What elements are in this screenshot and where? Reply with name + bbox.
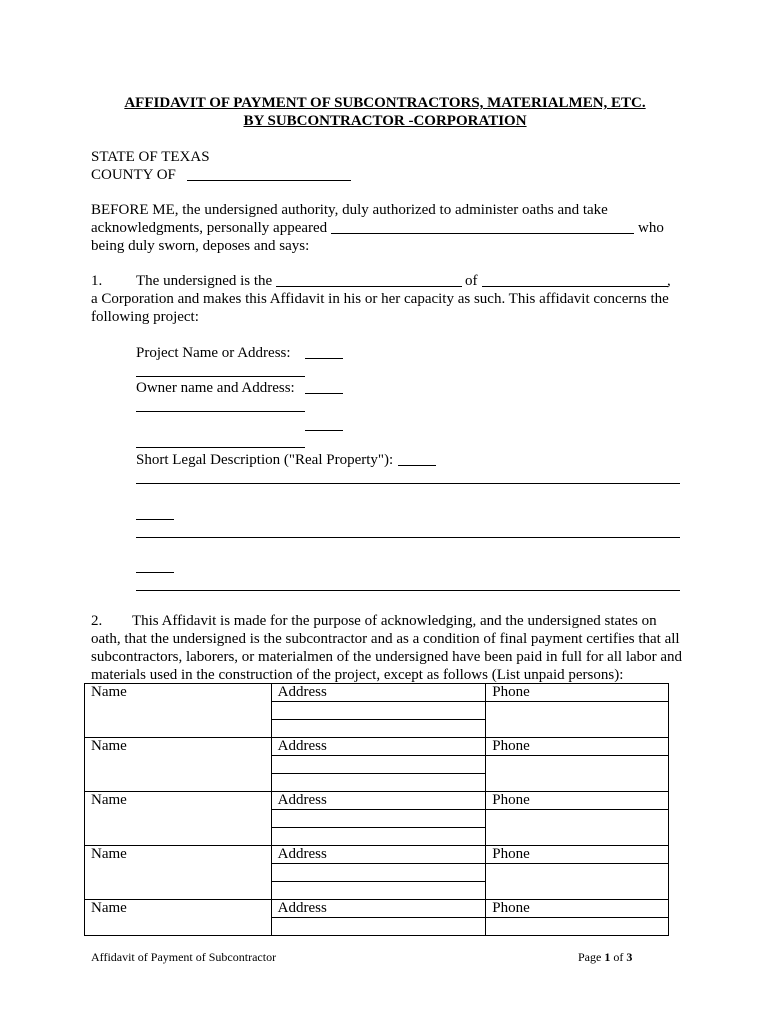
project-field-a[interactable] xyxy=(305,358,343,359)
name-cell[interactable]: Name xyxy=(85,792,272,846)
phone-cell-blank[interactable] xyxy=(486,702,669,738)
intro-who: who xyxy=(638,220,664,236)
footer-page-word: Page xyxy=(578,950,602,964)
phone-cell[interactable]: Phone xyxy=(486,684,669,702)
address-cell-line[interactable] xyxy=(271,882,486,900)
owner-field-a[interactable] xyxy=(305,393,343,394)
owner-field-c[interactable] xyxy=(305,430,343,431)
phone-cell[interactable]: Phone xyxy=(486,846,669,864)
legal-field-e[interactable] xyxy=(136,572,174,573)
footer-page-total: 3 xyxy=(626,950,633,964)
phone-cell-blank[interactable] xyxy=(486,810,669,846)
address-cell-line[interactable] xyxy=(271,756,486,774)
address-cell[interactable]: Address xyxy=(271,684,486,702)
legal-field-d[interactable] xyxy=(136,537,680,538)
section1-text-b: a Corporation and makes this Affidavit in his or her capacity as such. This affidavit concerns the xyxy=(91,291,669,307)
address-cell-line[interactable] xyxy=(271,918,486,936)
section1-text-a: The undersigned is the xyxy=(136,273,273,289)
footer-title: Affidavit of Payment of Subcontractor xyxy=(91,950,277,964)
title-position-field[interactable] xyxy=(276,286,462,287)
address-cell[interactable]: Address xyxy=(271,792,486,810)
intro-line3: being duly sworn, deposes and says: xyxy=(91,238,310,254)
address-cell-line[interactable] xyxy=(271,810,486,828)
owner-field-d[interactable] xyxy=(136,447,305,448)
legal-label: Short Legal Description ("Real Property"): xyxy=(136,452,394,468)
phone-cell[interactable]: Phone xyxy=(486,900,669,918)
address-cell-line[interactable] xyxy=(271,864,486,882)
footer-of-word: of xyxy=(613,950,624,964)
legal-field-a[interactable] xyxy=(398,465,436,466)
corporation-name-field[interactable] xyxy=(482,286,668,287)
name-cell[interactable]: Name xyxy=(85,684,272,738)
unpaid-persons-table xyxy=(84,683,669,936)
phone-cell-blank[interactable] xyxy=(486,918,669,936)
table-row xyxy=(85,846,669,864)
table-row xyxy=(85,684,669,702)
footer-page-number: 1 xyxy=(604,950,611,964)
table-row xyxy=(85,792,669,810)
address-cell-line[interactable] xyxy=(271,702,486,720)
owner-label: Owner name and Address: xyxy=(136,380,295,396)
county-field[interactable] xyxy=(187,180,351,181)
phone-cell[interactable]: Phone xyxy=(486,792,669,810)
project-label: Project Name or Address: xyxy=(136,345,291,361)
section1-comma: , xyxy=(667,273,671,289)
phone-cell[interactable]: Phone xyxy=(486,738,669,756)
address-cell[interactable]: Address xyxy=(271,738,486,756)
table-row xyxy=(85,900,669,918)
name-cell[interactable]: Name xyxy=(85,900,272,936)
county-label: COUNTY OF xyxy=(91,167,176,183)
intro-line1: BEFORE ME, the undersigned authority, duly authorized to administer oaths and take xyxy=(91,202,608,218)
address-cell[interactable]: Address xyxy=(271,846,486,864)
intro-line2: acknowledgments, personally appeared xyxy=(91,220,328,236)
section1-number: 1. xyxy=(91,273,103,289)
section1-text-c: following project: xyxy=(91,309,199,325)
document-title-line2: BY SUBCONTRACTOR -CORPORATION xyxy=(243,113,527,129)
footer-page xyxy=(578,950,632,965)
legal-field-f[interactable] xyxy=(136,590,680,591)
project-field-b[interactable] xyxy=(136,376,305,377)
address-cell-line[interactable] xyxy=(271,774,486,792)
address-cell[interactable]: Address xyxy=(271,900,486,918)
name-cell[interactable]: Name xyxy=(85,846,272,900)
table-row xyxy=(85,738,669,756)
document-title-line1: AFFIDAVIT OF PAYMENT OF SUBCONTRACTORS, MATERIALMEN, ETC. xyxy=(124,95,646,111)
owner-field-b[interactable] xyxy=(136,411,305,412)
affiant-name-field[interactable] xyxy=(331,233,634,234)
address-cell-line[interactable] xyxy=(271,828,486,846)
name-cell[interactable]: Name xyxy=(85,738,272,792)
section2-text: 2. This Affidavit is made for the purpose of acknowledging, and the undersigned states on oath, that the undersigned is the subcontractor and as a condition of final payment certifies that all subcontractors, laborers, or materialmen of the undersigned have been paid in full for all labor and materials used in the construction of the project, except as follows (List unpaid persons): xyxy=(91,613,686,683)
section1-of: of xyxy=(465,273,478,289)
state-label: STATE OF TEXAS xyxy=(91,149,210,165)
legal-field-c[interactable] xyxy=(136,519,174,520)
phone-cell-blank[interactable] xyxy=(486,864,669,900)
address-cell-line[interactable] xyxy=(271,720,486,738)
legal-field-b[interactable] xyxy=(136,483,680,484)
phone-cell-blank[interactable] xyxy=(486,756,669,792)
